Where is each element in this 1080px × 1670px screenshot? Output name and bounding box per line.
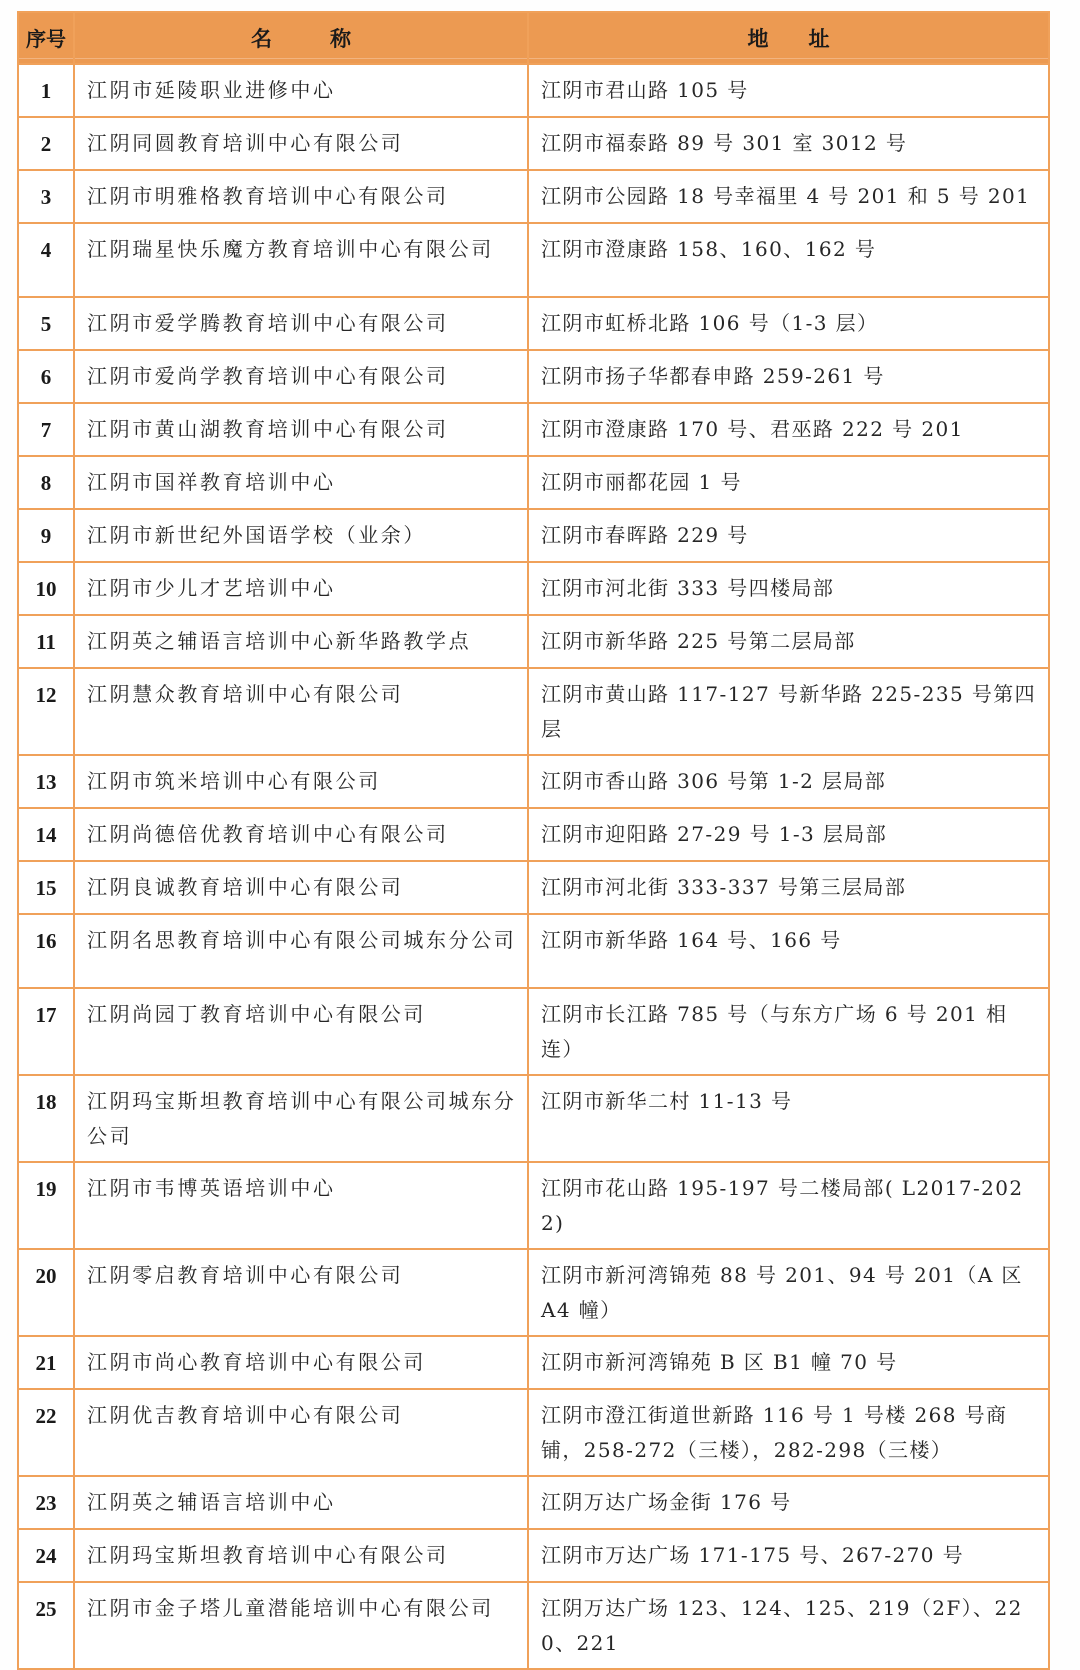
row-institution-name: 江阴市明雅格教育培训中心有限公司 <box>74 170 528 223</box>
row-address: 江阴市公园路 18 号幸福里 4 号 201 和 5 号 201 <box>528 170 1049 223</box>
row-institution-name: 江阴市韦博英语培训中心 <box>74 1162 528 1249</box>
row-seq-number: 13 <box>18 755 74 808</box>
row-address: 江阴市春晖路 229 号 <box>528 509 1049 562</box>
table-row <box>18 615 1049 668</box>
row-institution-name: 江阴瑞星快乐魔方教育培训中心有限公司 <box>74 223 528 297</box>
row-institution-name: 江阴英之辅语言培训中心 <box>74 1476 528 1529</box>
table-row <box>18 509 1049 562</box>
row-address: 江阴市君山路 105 号 <box>528 64 1049 117</box>
row-address: 江阴市扬子华都春申路 259-261 号 <box>528 350 1049 403</box>
row-address: 江阴市澄康路 158、160、162 号 <box>528 223 1049 297</box>
row-institution-name: 江阴玛宝斯坦教育培训中心有限公司城东分公司 <box>74 1075 528 1162</box>
row-seq-number: 8 <box>18 456 74 509</box>
row-address: 江阴市新河湾锦苑 88 号 201、94 号 201（A 区 A4 幢） <box>528 1249 1049 1336</box>
table-row <box>18 117 1049 170</box>
table-row <box>18 988 1049 1075</box>
table-row <box>18 1389 1049 1476</box>
row-seq-number: 14 <box>18 808 74 861</box>
row-institution-name: 江阴市黄山湖教育培训中心有限公司 <box>74 403 528 456</box>
row-address: 江阴市丽都花园 1 号 <box>528 456 1049 509</box>
row-institution-name: 江阴市爱尚学教育培训中心有限公司 <box>74 350 528 403</box>
table-row <box>18 223 1049 297</box>
row-seq-number: 1 <box>18 64 74 117</box>
row-seq-number: 17 <box>18 988 74 1075</box>
row-seq-number: 2 <box>18 117 74 170</box>
row-seq-number: 9 <box>18 509 74 562</box>
row-address: 江阴市万达广场 171-175 号、267-270 号 <box>528 1529 1049 1582</box>
row-address: 江阴万达广场 123、124、125、219（2F）、220、221 <box>528 1582 1049 1669</box>
row-address: 江阴市花山路 195-197 号二楼局部( L2017-2022) <box>528 1162 1049 1249</box>
row-seq-number: 11 <box>18 615 74 668</box>
header-address-char-1: 地 <box>747 26 769 51</box>
row-institution-name: 江阴同圆教育培训中心有限公司 <box>74 117 528 170</box>
table-row <box>18 914 1049 988</box>
header-row <box>18 12 1049 64</box>
row-address: 江阴市新华路 225 号第二层局部 <box>528 615 1049 668</box>
row-seq-number: 23 <box>18 1476 74 1529</box>
row-address: 江阴市澄江街道世新路 116 号 1 号楼 268 号商铺，258-272（三楼），282-298（三楼） <box>528 1389 1049 1476</box>
row-address: 江阴市虹桥北路 106 号（1-3 层） <box>528 297 1049 350</box>
table-row <box>18 403 1049 456</box>
row-address: 江阴市澄康路 170 号、君巫路 222 号 201 <box>528 403 1049 456</box>
row-institution-name: 江阴英之辅语言培训中心新华路教学点 <box>74 615 528 668</box>
row-institution-name: 江阴零启教育培训中心有限公司 <box>74 1249 528 1336</box>
training-institutions-table <box>17 11 1050 1670</box>
row-institution-name: 江阴玛宝斯坦教育培训中心有限公司 <box>74 1529 528 1582</box>
table-row <box>18 64 1049 117</box>
row-seq-number: 16 <box>18 914 74 988</box>
row-institution-name: 江阴尚德倍优教育培训中心有限公司 <box>74 808 528 861</box>
table-row <box>18 808 1049 861</box>
table-row <box>18 1075 1049 1162</box>
table-row <box>18 755 1049 808</box>
row-address: 江阴市长江路 785 号（与东方广场 6 号 201 相连） <box>528 988 1049 1075</box>
row-address: 江阴市新河湾锦苑 B 区 B1 幢 70 号 <box>528 1336 1049 1389</box>
header-seq <box>18 12 74 64</box>
table-row <box>18 456 1049 509</box>
header-seq-label: 序号 <box>19 18 73 59</box>
row-institution-name: 江阴市新世纪外国语学校（业余） <box>74 509 528 562</box>
row-institution-name: 江阴名思教育培训中心有限公司城东分公司 <box>74 914 528 988</box>
row-institution-name: 江阴市爱学腾教育培训中心有限公司 <box>74 297 528 350</box>
table-row <box>18 1529 1049 1582</box>
header-address-char-2: 址 <box>808 26 830 51</box>
row-seq-number: 12 <box>18 668 74 755</box>
row-institution-name: 江阴市少儿才艺培训中心 <box>74 562 528 615</box>
row-seq-number: 18 <box>18 1075 74 1162</box>
table-row <box>18 1162 1049 1249</box>
row-institution-name: 江阴市筑米培训中心有限公司 <box>74 755 528 808</box>
header-name-char-1: 名 <box>251 26 272 51</box>
row-seq-number: 20 <box>18 1249 74 1336</box>
row-institution-name: 江阴良诚教育培训中心有限公司 <box>74 861 528 914</box>
row-seq-number: 6 <box>18 350 74 403</box>
table-row <box>18 861 1049 914</box>
row-address: 江阴市河北街 333 号四楼局部 <box>528 562 1049 615</box>
row-address: 江阴市迎阳路 27-29 号 1-3 层局部 <box>528 808 1049 861</box>
header-name <box>74 12 528 64</box>
row-address: 江阴万达广场金街 176 号 <box>528 1476 1049 1529</box>
row-seq-number: 4 <box>18 223 74 297</box>
header-address <box>528 12 1049 64</box>
row-seq-number: 3 <box>18 170 74 223</box>
row-address: 江阴市新华路 164 号、166 号 <box>528 914 1049 988</box>
row-address: 江阴市黄山路 117-127 号新华路 225-235 号第四层 <box>528 668 1049 755</box>
row-seq-number: 25 <box>18 1582 74 1669</box>
table-row <box>18 297 1049 350</box>
row-seq-number: 7 <box>18 403 74 456</box>
header-name-char-2: 称 <box>330 26 351 51</box>
row-institution-name: 江阴市尚心教育培训中心有限公司 <box>74 1336 528 1389</box>
table-row <box>18 668 1049 755</box>
row-address: 江阴市新华二村 11-13 号 <box>528 1075 1049 1162</box>
table-header <box>18 12 1049 64</box>
row-institution-name: 江阴优吉教育培训中心有限公司 <box>74 1389 528 1476</box>
row-institution-name: 江阴慧众教育培训中心有限公司 <box>74 668 528 755</box>
row-seq-number: 15 <box>18 861 74 914</box>
row-address: 江阴市香山路 306 号第 1-2 层局部 <box>528 755 1049 808</box>
table-row <box>18 562 1049 615</box>
row-seq-number: 24 <box>18 1529 74 1582</box>
row-institution-name: 江阴市国祥教育培训中心 <box>74 456 528 509</box>
row-address: 江阴市河北街 333-337 号第三层局部 <box>528 861 1049 914</box>
table-row <box>18 1249 1049 1336</box>
table-row <box>18 1582 1049 1669</box>
row-seq-number: 22 <box>18 1389 74 1476</box>
row-institution-name: 江阴尚园丁教育培训中心有限公司 <box>74 988 528 1075</box>
row-seq-number: 21 <box>18 1336 74 1389</box>
row-seq-number: 10 <box>18 562 74 615</box>
row-address: 江阴市福泰路 89 号 301 室 3012 号 <box>528 117 1049 170</box>
table-row <box>18 170 1049 223</box>
table-row <box>18 1476 1049 1529</box>
row-institution-name: 江阴市延陵职业进修中心 <box>74 64 528 117</box>
row-seq-number: 5 <box>18 297 74 350</box>
row-institution-name: 江阴市金子塔儿童潜能培训中心有限公司 <box>74 1582 528 1669</box>
row-seq-number: 19 <box>18 1162 74 1249</box>
table-row <box>18 1336 1049 1389</box>
table-row <box>18 350 1049 403</box>
table-body <box>18 64 1049 1669</box>
